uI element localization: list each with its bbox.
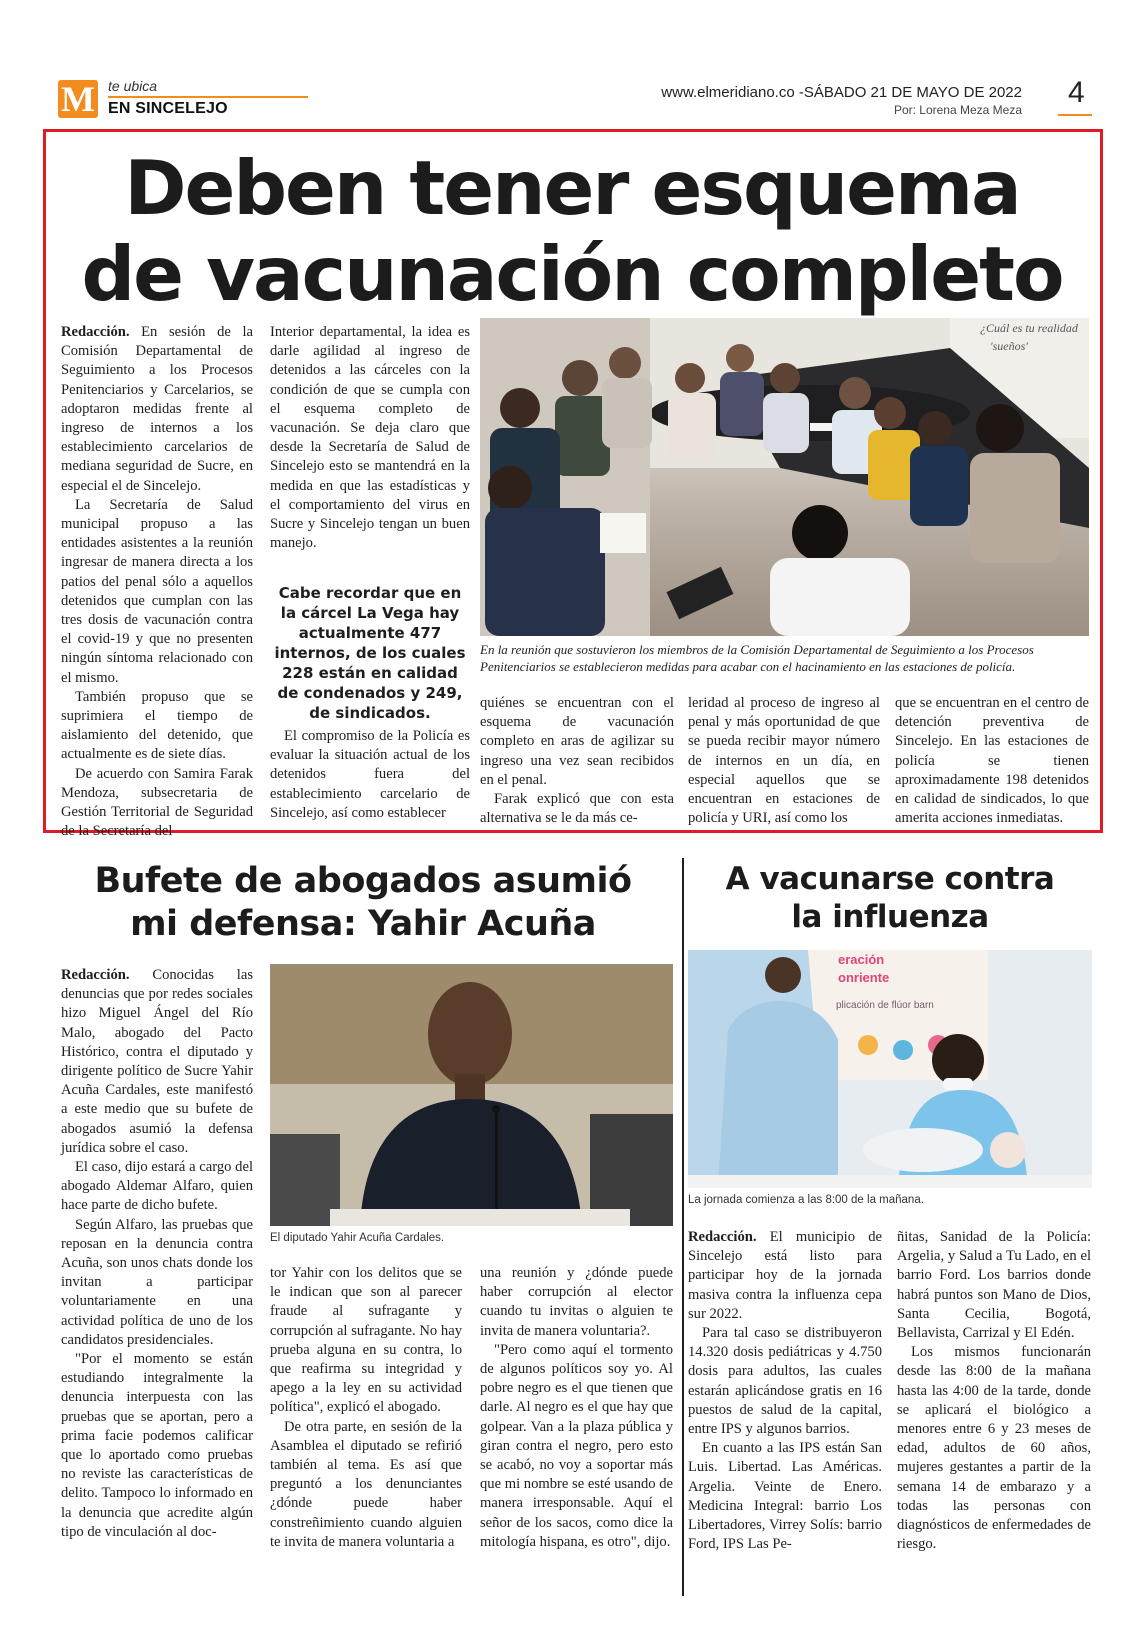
main-headline-line1: Deben tener esquema xyxy=(124,144,1020,232)
main-story-col5-text: que se encuentran en el centro de detención preventiva de Sincelejo. En las estaciones de policía se tienen aproximadamente 198 detenidos en calidad de sindicados, lo que amerita acciones inmediatas. xyxy=(895,695,1089,827)
story2-p4: "Por el momento se están estudiando integralmente la denuncia interpuesta con las pruebas que se aportan, pero a prima facie podemos calificar que lo aportado como pruebas no reviste las características de delito. Tampoco lo informado en la denuncia que acredite algún tipo de vinculación al doc- xyxy=(61,1351,253,1540)
story2-headline-line1: Bufete de abogados asumió xyxy=(94,861,632,901)
meeting-photo xyxy=(480,318,1089,636)
story3-headline xyxy=(690,860,1090,936)
story2-column-3 xyxy=(480,1264,673,1552)
story3-col2-p2: Los mismos funcionarán desde las 8:00 de la mañana hasta las 4:00 de la tarde, donde se aplicará el biológico a menores entre 6 y 23 meses de edad, adultos de 60 años, mujeres gestantes a partir de la semana 14 de embarazo y a todas las personas con diagnósticos de enfermedades de riesgo. xyxy=(897,1344,1091,1553)
story2-p3: Según Alfaro, las pruebas que reposan en la denuncia contra Acuña, son unos chats donde los invitan a participar voluntariamente en una actividad política de uno de los candidatos presidenciales. xyxy=(61,1216,253,1348)
main-story-col2-text: Interior departamental, la idea es darle agilidad al ingreso de detenidos a las cárceles con la condición de que se cumpla con el esquema completo de vacunación. Se deja claro que desde la Secretaría de Salud de Sincelejo esto se mantendrá en la medida en que las estadísticas y el comportamiento del virus en Sucre y Sincelejo tengan un buen manejo. xyxy=(270,324,470,552)
main-story-p3: También propuso que se suprimiera el tiempo de aislamiento del detenido, que actualmente es de siete días. xyxy=(61,688,253,763)
vaccination-photo-caption: La jornada comienza a las 8:00 de la mañana. xyxy=(688,1194,924,1206)
story2-headline-line2: mi defensa: Yahir Acuña xyxy=(130,904,596,944)
story2-column-1 xyxy=(61,966,253,1542)
main-headline xyxy=(52,145,1092,317)
story3-column-2 xyxy=(897,1228,1091,1554)
story2-lead: Redacción. xyxy=(61,967,130,983)
site-and-date: www.elmeridiano.co -SÁBADO 21 DE MAYO DE 2022 xyxy=(661,84,1022,101)
pull-quote: Cabe recordar que en la cárcel La Vega hay actualmente 477 internos, de los cuales 228 están en calidad de condenados y 249, de sindicados. xyxy=(274,584,466,722)
main-story-col4-text: leridad al proceso de ingreso al penal y más oportunidad de que se pueda recibir mayor número de internos en un día, en especial aquellos que se encuentran en estaciones de policía y URI, así como los xyxy=(688,695,880,827)
main-story-col3-p1: quiénes se encuentran con el esquema de vacunación completo en aras de agilizar su ingreso una vez sean recibidos en el penal. xyxy=(480,695,674,788)
story2-p1: Conocidas las denuncias que por redes sociales hizo Miguel Ángel del Río Malo, abogado del Pacto Histórico, contra el diputado y dirigente político de Sucre Yahir Acuña Cardales, este manifestó a este medio que su bufete de abogados asumió la defensa jurídica sobre el caso. xyxy=(61,967,253,1156)
svg-text:'sueños': 'sueños' xyxy=(990,339,1028,353)
main-story-column-3 xyxy=(480,694,674,828)
story2-col2-p2: De otra parte, en sesión de la Asamblea el diputado se refirió también al tema. Es así que preguntó a los denunciantes ¿dónde puede haber constreñimiento cuando alguien te invita de manera voluntaria a xyxy=(270,1418,462,1550)
photo-sign-text: ¿Cuál es tu realidad xyxy=(980,321,1078,335)
yahir-acuna-photo-caption: El diputado Yahir Acuña Cardales. xyxy=(270,1232,445,1244)
story3-headline-line1: A vacunarse contra xyxy=(725,861,1055,897)
vaccination-photo-illustration xyxy=(688,950,1092,1188)
header-accent-rule xyxy=(108,96,308,98)
main-story-column-5 xyxy=(895,694,1089,828)
banner-text-1: eración xyxy=(838,952,885,967)
main-story-column-4 xyxy=(688,694,880,828)
section-name: EN SINCELEJO xyxy=(108,100,228,117)
newspaper-logo: M xyxy=(58,80,98,118)
story3-lead: Redacción. xyxy=(688,1229,757,1245)
story2-headline xyxy=(52,860,674,946)
story2-col2-p1: tor Yahir con los delitos que se le indican que son al parecer fraude al sufragante y corrupción al sufragante. No hay prueba alguna en su contra, lo que reafirma su integridad y apego a la ley en su actividad política", explicó el abogado. xyxy=(270,1265,462,1416)
main-story-p2: La Secretaría de Salud municipal propuso a las entidades asistentes a la reunión ingresar de manera directa a los patios del penal sólo a aquellos detenidos que cumplan con las tres dosis de vacunación contra el covid-19 y que no presenten ningún síntoma relacionado con el mismo. xyxy=(61,496,253,686)
banner-text-3: plicación de flúor barn xyxy=(836,1000,934,1011)
story3-headline-line2: la influenza xyxy=(791,899,989,935)
main-story-col2-bottom-text: El compromiso de la Policía es evaluar la situación actual de los detenidos fuera del establecimiento carcelario de Sincelejo, así como establecer xyxy=(270,728,470,821)
yahir-acuna-photo xyxy=(270,964,673,1226)
story2-p2: El caso, dijo estará a cargo del abogado Aldemar Alfaro, quien hace parte de dicho bufete. xyxy=(61,1159,253,1214)
main-story-p1: En sesión de la Comisión Departamental de Seguimiento a los Procesos Penitenciarios y Carcelarios, se adoptaron medidas frente al ingreso de internos a los establecimiento carcelarios de mediana seguridad de Sucre, en especial el de Sincelejo. xyxy=(61,324,253,494)
story3-p3: En cuanto a las IPS están San Luis. Libertad. Las Américas. Argelia. Veinte de Enero. Medicina Integral: barrio Los Libertadores, Virrey Solís: barrio Ford, IPS Las Pe- xyxy=(688,1440,882,1553)
main-story-col3-p2: Farak explicó que con esta alternativa se le da más ce- xyxy=(480,791,674,827)
meeting-photo-caption: En la reunión que sostuvieron los miembros de la Comisión Departamental de Seguimiento a los Procesos Penitenciarios se establecieron medidas para acabar con el hacinamiento en las estaciones de policía. xyxy=(480,642,1034,674)
story2-col3-p2: "Pero como aquí el tormento de algunos políticos soy yo. Al pobre negro es el que tienen que darle. Al negro es el que hay que golpear. Van a la plaza pública y giran contra el negro, pero esto se acabó, no voy a soportar más que mi nombre se esté usando de manera irresponsable. Aquí el señor de los sacos, como dice la mitología hispana, es otro", dijo. xyxy=(480,1341,673,1550)
main-story-column-1 xyxy=(61,323,253,841)
main-story-column-2-top xyxy=(270,323,470,553)
page-number-rule xyxy=(1058,114,1092,116)
story2-col3-p1: una reunión y ¿dónde puede haber corrupción al elector cuando tu invitas o alguien te invita de manera voluntaria?. xyxy=(480,1265,673,1339)
vaccination-photo xyxy=(688,950,1092,1188)
main-story-lead: Redacción. xyxy=(61,324,130,340)
meeting-photo-illustration xyxy=(480,318,1089,636)
main-story-p4: De acuerdo con Samira Farak Mendoza, subsecretaria de Gestión Territorial de Seguridad de la Secretaría del xyxy=(61,765,253,840)
story3-col2-p1: ñitas, Sanidad de la Policía: Argelia, y Salud a Tu Lado, en el barrio Ford. Los barrios donde habrá puntos son Mano de Dios, Santa Cecilia, Bogotá, Bellavista, Carrizal y El Edén. xyxy=(897,1229,1091,1342)
column-divider xyxy=(682,858,684,1596)
story3-p1: El municipio de Sincelejo está listo para participar hoy de la jornada masiva contra la influenza cepa sur 2022. xyxy=(688,1229,882,1322)
yahir-acuna-photo-illustration xyxy=(270,964,673,1226)
header-tagline: te ubica xyxy=(108,78,158,94)
story3-column-1 xyxy=(688,1228,882,1554)
story2-column-2 xyxy=(270,1264,462,1552)
story3-p2: Para tal caso se distribuyeron 14.320 dosis pediátricas y 4.750 dosis para adultos, las cuales estarán aplicándose gratis en 16 puestos de salud de la capital, entre IPS y algunos barrios. xyxy=(688,1325,882,1438)
byline: Por: Lorena Meza Meza xyxy=(893,103,1022,117)
banner-text-2: onriente xyxy=(838,970,890,985)
page-number: 4 xyxy=(1068,76,1085,109)
main-headline-line2: de vacunación completo xyxy=(81,230,1063,318)
main-story-column-2-bottom xyxy=(270,727,470,823)
